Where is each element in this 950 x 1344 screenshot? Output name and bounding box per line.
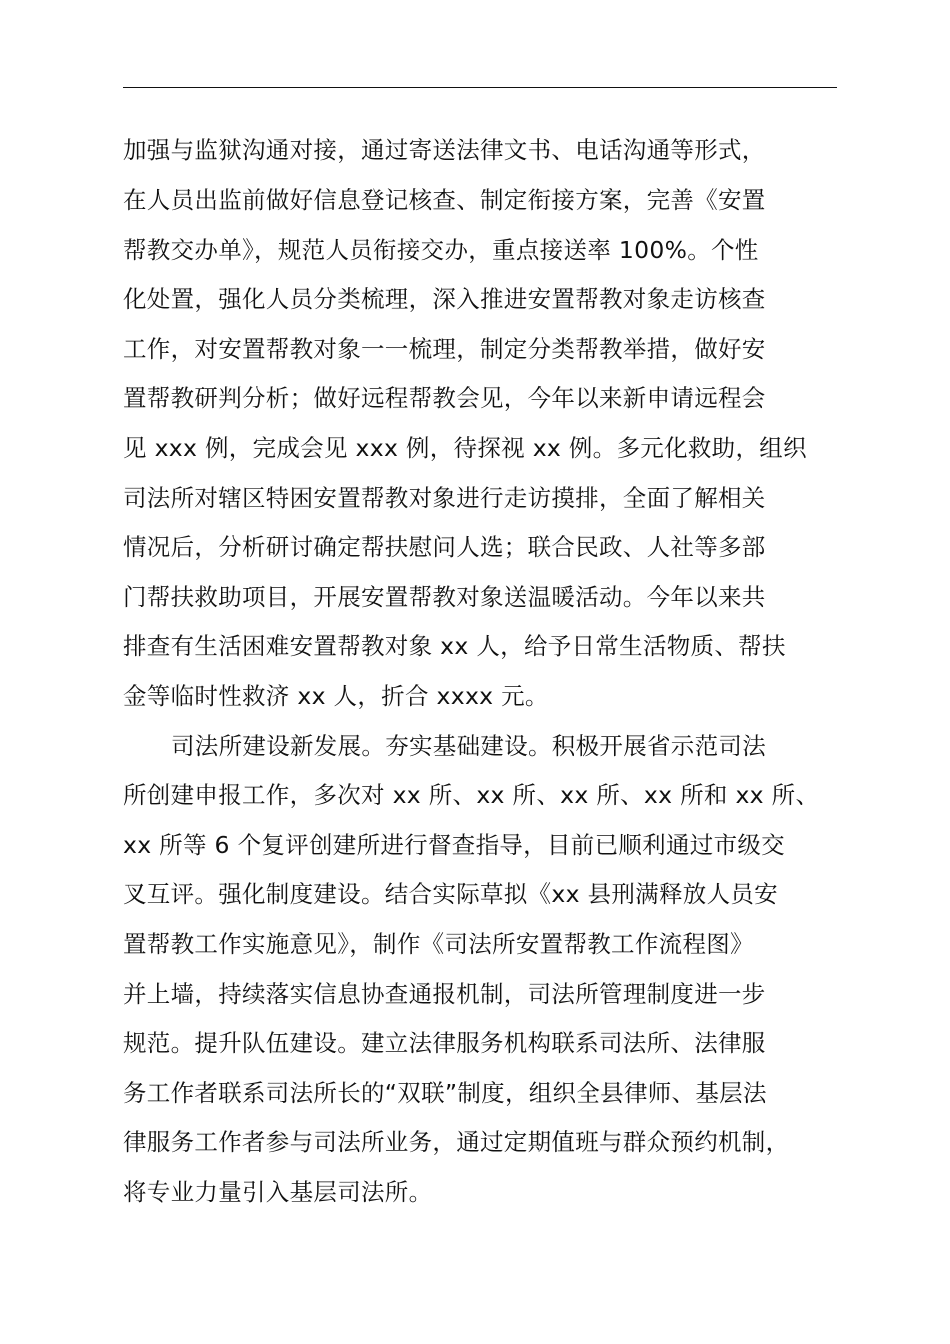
paragraph-2-line-5: 置帮教工作实施意见》，制作《司法所安置帮教工作流程图》 xyxy=(123,930,754,958)
paragraph-2-line-6: 并上墙，持续落实信息协查通报机制，司法所管理制度进一步 xyxy=(123,980,766,1008)
paragraph-2-line-2: 所创建申报工作，多次对 xx 所、xx 所、xx 所、xx 所和 xx 所、 xyxy=(123,781,820,809)
paragraph-1-line-12: 金等临时性救济 xx 人，折合 xxxx 元。 xyxy=(123,682,549,710)
paragraph-1-line-5: 工作，对安置帮教对象一一梳理，制定分类帮教举措，做好安 xyxy=(123,335,766,363)
paragraph-2-line-3: xx 所等 6 个复评创建所进行督查指导，目前已顺利通过市级交 xyxy=(123,831,785,859)
paragraph-1-line-3: 帮教交办单》，规范人员衔接交办，重点接送率 100%。个性 xyxy=(123,236,759,264)
paragraph-2-line-9: 律服务工作者参与司法所业务，通过定期值班与群众预约机制， xyxy=(123,1128,790,1156)
paragraph-1-line-11: 排查有生活困难安置帮教对象 xx 人，给予日常生活物质、帮扶 xyxy=(123,632,786,660)
header-rule xyxy=(123,87,837,88)
paragraph-1-line-9: 情况后，分析研讨确定帮扶慰问人选；联合民政、人社等多部 xyxy=(123,533,766,561)
paragraph-2-line-1: 司法所建设新发展。夯实基础建设。积极开展省示范司法 xyxy=(171,732,766,760)
paragraph-2-line-8: 务工作者联系司法所长的“双联”制度，组织全县律师、基层法 xyxy=(123,1079,767,1107)
paragraph-1-line-1: 加强与监狱沟通对接，通过寄送法律文书、电话沟通等形式， xyxy=(123,136,766,164)
paragraph-1-line-8: 司法所对辖区特困安置帮教对象进行走访摸排，全面了解相关 xyxy=(123,484,766,512)
paragraph-1-line-6: 置帮教研判分析；做好远程帮教会见，今年以来新申请远程会 xyxy=(123,384,766,412)
paragraph-1-line-10: 门帮扶救助项目，开展安置帮教对象送温暖活动。今年以来共 xyxy=(123,583,766,611)
paragraph-2-line-10: 将专业力量引入基层司法所。 xyxy=(123,1178,433,1206)
paragraph-2-line-7: 规范。提升队伍建设。建立法律服务机构联系司法所、法律服 xyxy=(123,1029,766,1057)
paragraph-1-line-4: 化处置，强化人员分类梳理，深入推进安置帮教对象走访核查 xyxy=(123,285,766,313)
paragraph-2-line-4: 叉互评。强化制度建设。结合实际草拟《xx 县刑满释放人员安 xyxy=(123,880,778,908)
paragraph-1-line-2: 在人员出监前做好信息登记核查、制定衔接方案，完善《安置 xyxy=(123,186,766,214)
paragraph-1-line-7: 见 xxx 例，完成会见 xxx 例，待探视 xx 例。多元化救助，组织 xyxy=(123,434,807,462)
